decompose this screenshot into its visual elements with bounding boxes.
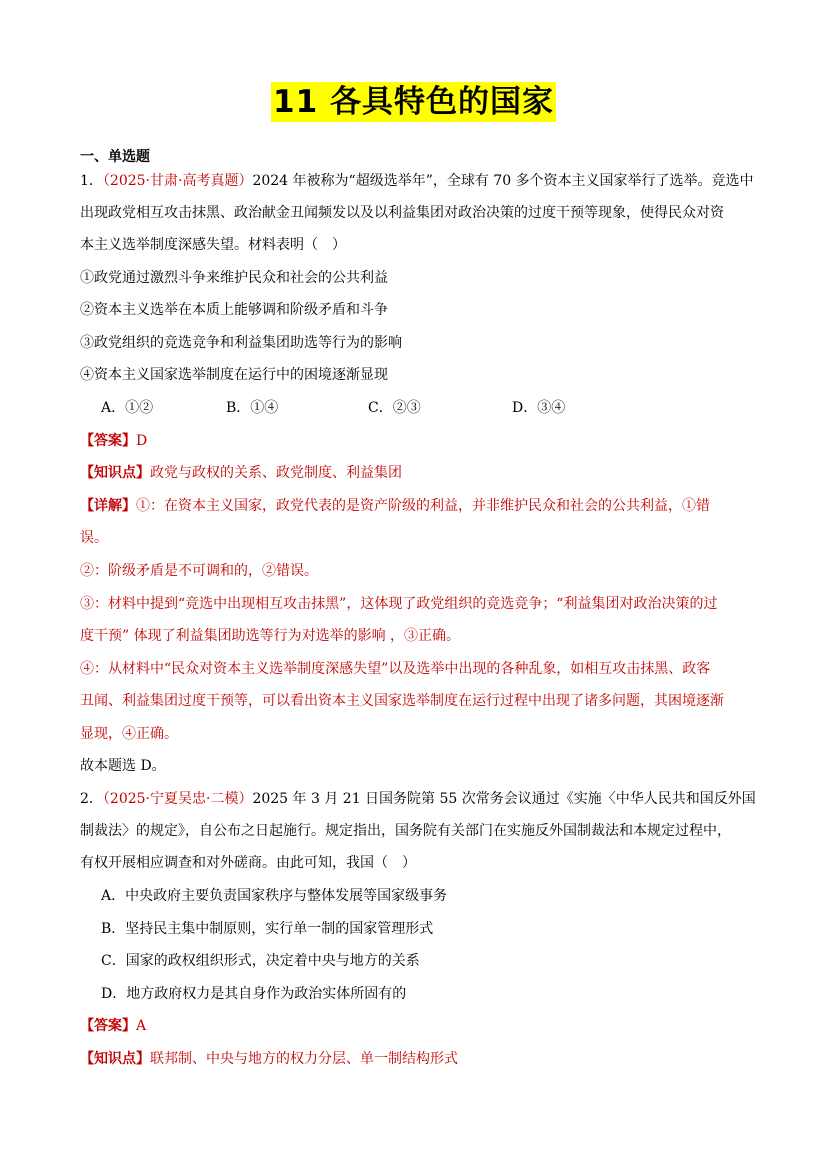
q2-option-d: D．地方政府权力是其自身作为政治实体所固有的 bbox=[101, 986, 407, 1002]
q1-detail-1b: 误。 bbox=[80, 530, 108, 546]
q1-kp-label: 【知识点】 bbox=[80, 465, 150, 481]
q1-detail-4a: ④：从材料中“民众对资本主义选举制度深感失望”以及选举中出现的各种乱象，如相互攻击抹黑、政客 bbox=[80, 661, 711, 677]
q1-statement-4: ④资本主义国家选举制度在运行中的困境逐渐显现 bbox=[80, 367, 388, 383]
q1-statement-2: ②资本主义选举在本质上能够调和阶级矛盾和斗争 bbox=[80, 302, 388, 318]
q1-option-b: B．①④ bbox=[226, 400, 279, 416]
q1-statement-1: ①政党通过激烈斗争来维护民众和社会的公共利益 bbox=[80, 270, 388, 286]
page-title: 11 各具特色的国家 bbox=[273, 84, 554, 120]
q2-stem-line1 bbox=[80, 788, 756, 810]
q2-kp-label: 【知识点】 bbox=[80, 1051, 150, 1067]
title-wrap bbox=[0, 82, 827, 122]
q2-kp-text: 联邦制、中央与地方的权力分层、单一制结构形式 bbox=[150, 1051, 458, 1067]
q2-answer-label: 【答案】 bbox=[80, 1018, 136, 1034]
q2-stem-line3: 有权开展相应调查和对外磋商。由此可知，我国（ ） bbox=[80, 855, 416, 871]
q1-knowledge-point bbox=[80, 462, 752, 484]
q1-detail-label: 【详解】 bbox=[80, 498, 136, 514]
q1-answer bbox=[80, 430, 752, 452]
q2-stem-text1: 2025 年 3 月 21 日国务院第 55 次常务会议通过《实施〈中华人民共和国反外国 bbox=[252, 791, 756, 807]
q1-detail-3a: ③：材料中提到“竞选中出现相互攻击抹黑”，这体现了政党组织的竞选竞争；“利益集团对政治决策的过 bbox=[80, 596, 718, 612]
q1-conclusion: 故本题选 D。 bbox=[80, 758, 166, 774]
q1-source: （2025·甘肃·高考真题） bbox=[102, 173, 253, 189]
q1-stem-line3: 本主义选举制度深感失望。材料表明（ ） bbox=[80, 237, 346, 253]
q2-option-b: B．坚持民主集中制原则，实行单一制的国家管理形式 bbox=[101, 921, 434, 937]
q2-knowledge-point bbox=[80, 1048, 752, 1070]
q1-stem-text1: 2024 年被称为“超级选举年”，全球有 70 多个资本主义国家举行了选举。竞选中 bbox=[252, 173, 754, 189]
q1-statement-3: ③政党组织的竞选竞争和利益集团助选等行为的影响 bbox=[80, 335, 402, 351]
q2-source: （2025·宁夏吴忠·二模） bbox=[102, 791, 253, 807]
q1-option-c: C．②③ bbox=[368, 400, 421, 416]
q1-kp-text: 政党与政权的关系、政党制度、利益集团 bbox=[150, 465, 402, 481]
q1-answer-value: D bbox=[136, 433, 148, 449]
q2-option-a: A．中央政府主要负责国家秩序与整体发展等国家级事务 bbox=[101, 888, 448, 904]
q2-answer bbox=[80, 1015, 752, 1037]
q1-answer-label: 【答案】 bbox=[80, 433, 136, 449]
q1-option-a: A．①② bbox=[101, 400, 154, 416]
q1-stem-line2: 出现政党相互攻击抹黑、政治献金丑闻频发以及以利益集团对政治决策的过度干预等现象，使得民众对资 bbox=[80, 205, 724, 221]
q1-detail-1a: ①：在资本主义国家，政党代表的是资产阶级的利益，并非维护民众和社会的公共利益，①错 bbox=[136, 498, 710, 514]
q1-detail-4c: 显现，④正确。 bbox=[80, 726, 178, 742]
q1-detail-2: ②：阶级矛盾是不可调和的，②错误。 bbox=[80, 563, 318, 579]
q2-stem-line2: 制裁法〉的规定》，自公布之日起施行。规定指出，国务院有关部门在实施反外国制裁法和本规定过程中， bbox=[80, 823, 731, 839]
section-heading: 一、单选题 bbox=[80, 149, 150, 165]
q1-stem-line1 bbox=[80, 170, 752, 192]
q1-detail-3b: 度干预” 体现了利益集团助选等行为对选举的影响 ，③正确。 bbox=[80, 628, 461, 644]
q1-option-d: D．③④ bbox=[512, 400, 566, 416]
q1-detail-line1 bbox=[80, 495, 752, 517]
q1-detail-4b: 丑闻、利益集团过度干预等，可以看出资本主义国家选举制度在运行过程中出现了诸多问题，其困境逐渐 bbox=[80, 693, 724, 709]
q1-number: 1． bbox=[80, 173, 103, 189]
q2-option-c: C．国家的政权组织形式，决定着中央与地方的关系 bbox=[101, 953, 420, 969]
q2-answer-value: A bbox=[136, 1018, 147, 1034]
q2-number: 2． bbox=[80, 791, 103, 807]
